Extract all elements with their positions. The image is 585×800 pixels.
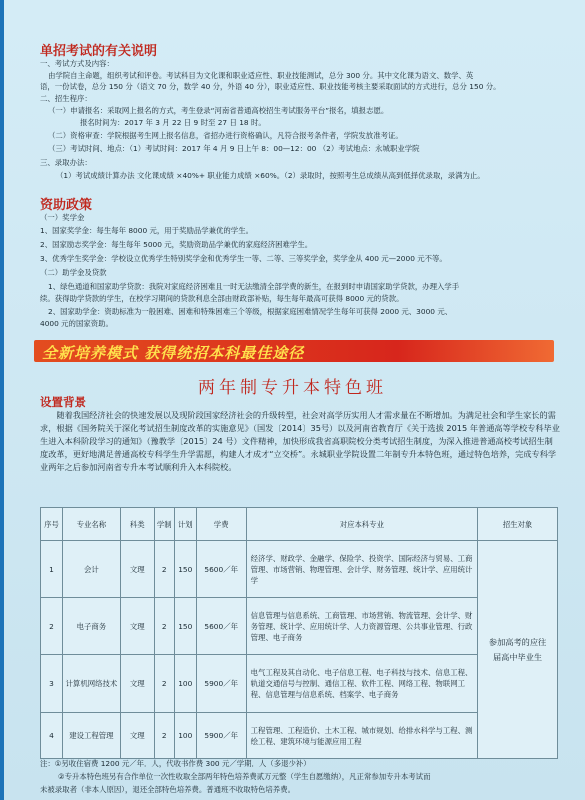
cell-years: 2 [154,713,174,759]
section-title-exam: 单招考试的有关说明 [40,44,158,59]
left-border-bar [0,0,4,800]
cell-fee: 5600／年 [196,541,246,598]
cell-major: 经济学、财政学、金融学、保险学、投资学、国际经济与贸易、工商管理、市场营销、物理管理、会计学、财务管理、统计学、应用统计学 [246,541,477,598]
cell-plan: 150 [174,541,196,598]
header-fee: 学费 [196,508,246,541]
exam-line: 由学院自主命题，组织考试和评卷。考试科目为文化课和职业适应性、职业技能测试，总分 300 分。其中文化课为语文、数学、英 [48,71,474,80]
cell-no: 4 [41,713,63,759]
cell-major: 工程管理、工程造价、土木工程、城市规划、给排水科学与工程、测绘工程、建筑环境与能源应用工程 [246,713,477,759]
exam-line: 一、考试方式及内容： [40,59,114,68]
header-plan: 计划 [174,508,196,541]
aid-line: 4000 元的国家资助。 [40,319,113,328]
aid-line: 2、国家励志奖学金：每生每年 5000 元，奖励资助品学兼优的家庭经济困难学生。 [40,240,313,249]
exam-line: （1）考试成绩计算办法 文化课成绩 ×40%+ 职业能力成绩 ×60%。（2）录取时，按照考生总成绩从高到低择优录取，录满为止。 [56,171,485,180]
exam-line: 报名时间为：2017 年 3 月 22 日 9 时至 27 日 18 时。 [80,118,266,127]
cell-no: 3 [41,655,63,713]
exam-line: 二、招生程序： [40,94,92,103]
aid-line: （一）奖学金 [40,213,85,222]
header-name: 专业名称 [62,508,120,541]
cell-plan: 100 [174,655,196,713]
aid-line: 续。获得助学贷款的学生，在校学习期间的贷款利息全部由财政部补贴，每生每年最高可获得 8000 元的贷款。 [40,294,404,303]
exam-line: （一）申请报名：采取网上报名的方式，考生登录“河南省普通高校招生考试服务平台”报名，填报志愿。 [48,106,389,115]
aid-line: 3、优秀学生奖学金：学校设立优秀学生特别奖学金和优秀学生一等、二等、三等奖学金，奖学金从 400 元—2000 元不等。 [40,254,447,263]
header-no: 序号 [41,508,63,541]
cell-target: 参加高考的应往届高中毕业生 [478,541,558,759]
cell-fee: 5900／年 [196,655,246,713]
aid-line: （二）助学金及贷款 [40,268,107,277]
program-table [40,507,558,759]
cell-major: 电气工程及其自动化、电子信息工程、电子科技与技术、信息工程、轨道交通信号与控制、通信工程、软件工程、网络工程、物联网工程、信息管理与信息系统、档案学、电子商务 [246,655,477,713]
note-line: ②专升本特色班另有合作单位一次性收取全部两年特色培养费贰万元整（学生自愿缴纳），凡正常参加专升本考试而 [58,772,431,781]
background-paragraph: 随着我国经济社会的快速发展以及现阶段国家经济社会的升级转型，社会对高学历实用人才需求量在不断增加。为满足社会和学生家长的需求，根据《国务院关于深化考试招生制度改革的实施意见》（国发〔2014〕35号）以及河南省教育厅《关于选拔 2015 年普通高等学校专科毕业生进入本科阶段学习的通知》（豫教学〔2015〕24 号）文件精神，加快形成我省高职院校分类考试招生制度，为深入推进普通高校考试招生制度改革，更好地满足普通高校专科学生升学需愿，构建人才成才“立交桥”。永城职业学院设置二年制专升本特色班，通过特色培养，完成专科学业两年之后参加河南省专升本考试顺利升入本科院校。 [40,410,560,472]
banner-text: 全新培养模式 获得统招本科最佳途径 [42,344,305,362]
header-category: 科类 [120,508,154,541]
cell-plan: 100 [174,713,196,759]
header-years: 学制 [154,508,174,541]
cell-name: 会计 [62,541,120,598]
section-title-aid: 资助政策 [40,198,93,213]
cell-years: 2 [154,655,174,713]
cell-no: 1 [41,541,63,598]
table-header-row [41,508,558,541]
table-row [41,541,558,598]
note-line: 注：①另收住宿费 1200 元／年．人，代收书作费 300 元／学期．人（多退少补） [40,759,311,768]
cell-years: 2 [154,598,174,655]
promo-banner [34,340,554,362]
aid-line: 1、国家奖学金：每生每年 8000 元，用于奖励品学兼优的学生。 [40,226,253,235]
aid-line: 2、国家助学金：资助标准为一般困难、困难和特殊困难三个等级，根据家庭困难情况学生每年可获得 2000 元、3000 元、 [48,307,453,316]
cell-name: 电子商务 [62,598,120,655]
cell-no: 2 [41,598,63,655]
exam-line: 语，一份试卷，总分 150 分（语文 70 分，数学 40 分，外语 40 分），职业适应性、职业技能考核主要采取面试的方式进行，总分 150 分。 [40,82,501,91]
header-target: 招生对象 [478,508,558,541]
cell-fee: 5900／年 [196,713,246,759]
cell-category: 文理 [120,598,154,655]
cell-years: 2 [154,541,174,598]
cell-plan: 150 [174,598,196,655]
cell-name: 计算机网络技术 [62,655,120,713]
exam-line: 三、录取办法： [40,158,92,167]
program-title: 两年制专升本特色班 [198,378,387,398]
cell-category: 文理 [120,713,154,759]
exam-line: （三）考试时间、地点：（1）考试时间：2017 年 4 月 9 日上午 8：00—12：00 （2）考试地点：永城职业学院 [48,144,420,153]
note-line: 未被录取者（非本人原因），退还全部特色培养费。普通班不收取特色培养费。 [40,785,295,794]
cell-name: 建设工程管理 [62,713,120,759]
section-title-background: 设置背景 [40,395,86,409]
cell-major: 信息管理与信息系统、工商管理、市场营销、物流管理、会计学、财务管理、统计学、应用统计学、人力资源管理、公共事业管理、行政管理、电子商务 [246,598,477,655]
header-major: 对应本科专业 [246,508,477,541]
aid-line: 1、绿色通道和国家助学贷款：我院对家庭经济困难且一时无法缴清全部学费的新生，在报到时申请国家助学贷款，办理入学手 [48,282,460,291]
cell-fee: 5600／年 [196,598,246,655]
cell-category: 文理 [120,541,154,598]
exam-line: （二）资格审查：学院根据考生网上报名信息，省招办进行资格确认，凡符合报考条件者，学院发放准考证。 [48,131,403,140]
cell-category: 文理 [120,655,154,713]
